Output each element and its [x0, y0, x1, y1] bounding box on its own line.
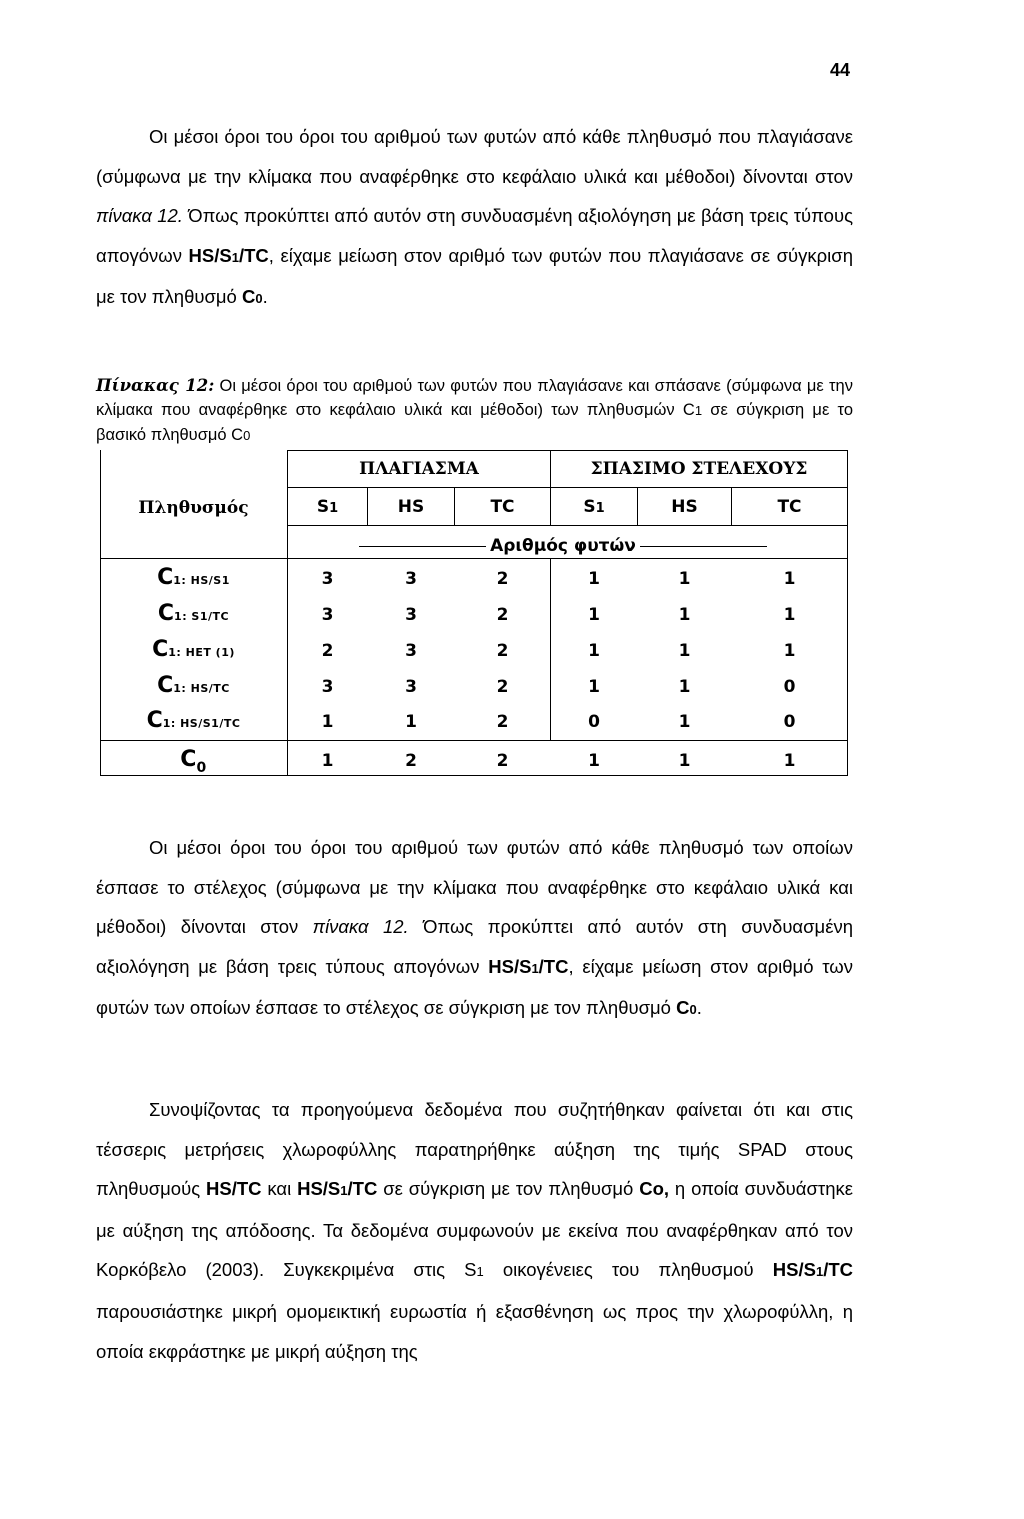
- table-cell: 2: [321, 641, 334, 661]
- row-label: C0: [180, 747, 207, 776]
- table-cell: 3: [405, 569, 417, 589]
- row-label: C1: HS/S1/TC: [146, 708, 241, 733]
- col-tc-breakage: TC: [777, 497, 802, 517]
- table-cell: 2: [405, 751, 417, 771]
- col-s1-lodging: S1: [316, 497, 339, 517]
- col-tc-lodging: TC: [490, 497, 515, 517]
- table-reference: πίνακα 12.: [96, 205, 183, 227]
- table-cell: 1: [783, 569, 796, 589]
- header-population: Πληθυσμός: [138, 498, 249, 518]
- table-cell: 3: [321, 677, 334, 697]
- table-cell: 2: [496, 605, 509, 625]
- table-cell: 1: [678, 605, 691, 625]
- table-cell: 1: [588, 641, 600, 661]
- table-cell: 1: [783, 605, 796, 625]
- data-table: [100, 450, 848, 776]
- col-hs-breakage: HS: [671, 497, 698, 517]
- header-stem-breakage: ΣΠΑΣΙΜΟ ΣΤΕΛΕΧΟΥΣ: [590, 459, 808, 479]
- table-cell: 3: [405, 641, 417, 661]
- caption-label: Πίνακας 12:: [96, 376, 215, 395]
- col-hs-lodging: HS: [397, 497, 425, 517]
- table-cell: 1: [321, 712, 334, 732]
- table-cell: 1: [678, 569, 691, 589]
- row-label: C1: HS/S1: [157, 565, 230, 590]
- table-reference: πίνακα 12.: [312, 916, 409, 938]
- row-label: C1: S1/TC: [157, 601, 230, 626]
- table-cell: 2: [496, 712, 509, 732]
- paragraph-summary: Συνοψίζοντας τα προηγούμενα δεδομένα που συζητήθηκαν φαίνεται ότι και στις τέσσερις μετρήσεις χλωροφύλλης παρατηρήθηκε αύξηση της τιμής SPAD στους πληθυσμούς HS/TC και HS/S1/TC σε σύγκριση με τον πληθυσμό Co, η οποία συνδυάστηκε με αύξηση της απόδοσης. Τα δεδομένα συμφωνούν με εκείνα που αναφέρθηκαν από τον Κορκόβελο (2003). Συγκεκριμένα στις S1 οικογένειες του πληθυσμού HS/S1/TC παρουσιάστηκε μικρή ομομεικτική ευρωστία ή εξασθένηση ως προς την χλωροφύλλη, η οποία εκφράστηκε με μικρή αύξηση της: [96, 1099, 854, 1362]
- table-caption: Πίνακας 12: Οι μέσοι όροι του αριθμού των φυτών που πλαγιάσανε και σπάσανε (σύμφωνα με την κλίμακα που αναφέρθηκε στο κεφάλαιο υλικά και μέθοδοι) των πληθυσμών C1 σε σύγκριση με το βασικό πληθυσμό C0: [96, 376, 853, 444]
- table-cell: 0: [783, 712, 796, 732]
- table-cell: 1: [678, 751, 691, 771]
- table-cell: 3: [321, 605, 334, 625]
- table-cell: 2: [496, 641, 509, 661]
- table-cell: 3: [405, 677, 417, 697]
- table-cell: 1: [678, 712, 691, 732]
- table-cell: 3: [405, 605, 417, 625]
- units-label: Αριθμός φυτών: [338, 536, 788, 556]
- table-cell: 1: [405, 712, 417, 732]
- header-lodging: ΠΛΑΓΙΑΣΜΑ: [359, 459, 479, 479]
- table-cell: 1: [588, 569, 600, 589]
- table-cell: 1: [588, 605, 600, 625]
- table-cell: 1: [678, 677, 691, 697]
- col-s1-breakage: S1: [583, 497, 605, 517]
- table-cell: 1: [783, 751, 796, 771]
- table-cell: 1: [588, 677, 600, 697]
- paragraph-stem-breakage: Οι μέσοι όροι του όροι του αριθμού των φυτών από κάθε πληθυσμό των οποίων έσπασε το στέλεχος (σύμφωνα με την κλίμακα που αναφέρθηκε στο κεφάλαιο υλικά και μέθοδοι) δίνονται στον πίνακα 12. Όπως προκύπτει από αυτόν στη συνδυασμένη αξιολόγηση με βάση τρεις τύπους απογόνων HS/S1/TC, είχαμε μείωση στον αριθμό των φυτών των οποίων έσπασε το στέλεχος σε σύγκριση με τον πληθυσμό C0.: [96, 837, 853, 1019]
- table-cell: 1: [321, 751, 334, 771]
- table-cell: 1: [783, 641, 796, 661]
- table-cell: 2: [496, 751, 509, 771]
- page-number: 44: [829, 60, 850, 80]
- table-cell: 0: [783, 677, 796, 697]
- row-label: C1: HET (1): [152, 637, 235, 662]
- table-cell: 0: [588, 712, 600, 732]
- table-cell: 1: [678, 641, 691, 661]
- table-cell: 2: [496, 569, 509, 589]
- table-cell: 2: [496, 677, 509, 697]
- row-label: C1: HS/TC: [157, 673, 230, 698]
- paragraph-lodging: Οι μέσοι όροι του όροι του αριθμού των φυτών από κάθε πληθυσμό που πλαγιάσανε (σύμφωνα με την κλίμακα που αναφέρθηκε στο κεφάλαιο υλικά και μέθοδοι) δίνονται στον πίνακα 12. Όπως προκύπτει από αυτόν στη συνδυασμένη αξιολόγηση με βάση τρεις τύπους απογόνων HS/S1/TC, είχαμε μείωση στον αριθμό των φυτών που πλαγιάσανε σε σύγκριση με τον πληθυσμό C0.: [96, 126, 853, 308]
- table-cell: 3: [321, 569, 334, 589]
- table-cell: 1: [588, 751, 600, 771]
